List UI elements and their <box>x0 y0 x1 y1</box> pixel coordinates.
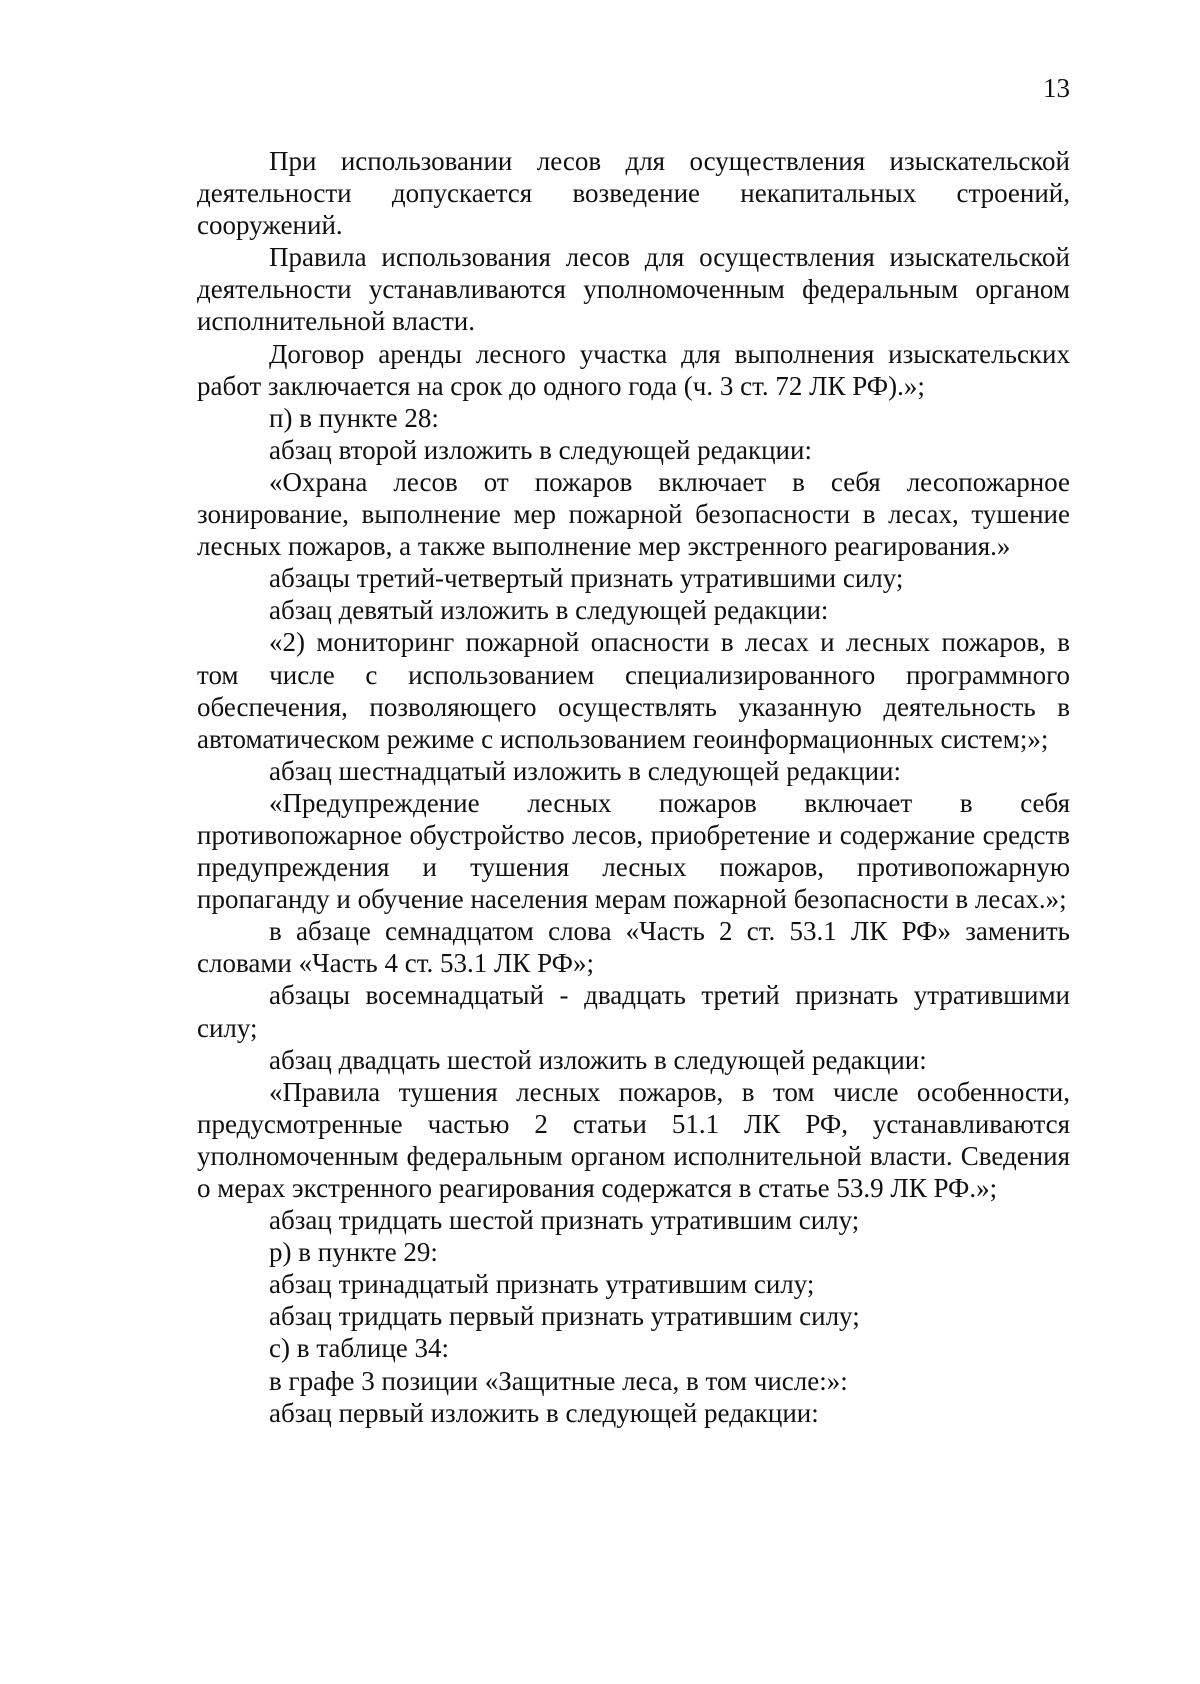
paragraph-2: Правила использования лесов для осуществления изыскательской деятельности устанавливаются уполномоченным федеральным органом исполнительной власти. <box>197 242 1070 337</box>
paragraph-1: При использовании лесов для осуществления изыскательской деятельности допускается возведение некапитальных строений, сооружений. <box>197 146 1070 241</box>
paragraph-22: абзац первый изложить в следующей редакции: <box>269 1397 819 1428</box>
paragraph-13: абзацы восемнадцатый - двадцать третий признать утратившими силу; <box>197 980 1070 1043</box>
page-number: 13 <box>1043 73 1070 103</box>
document-body <box>197 145 1070 1429</box>
paragraph-5: абзац второй изложить в следующей редакции: <box>269 434 812 465</box>
paragraph-20: с) в таблице 34: <box>269 1333 450 1364</box>
paragraph-9: «2) мониторинг пожарной опасности в лесах и лесных пожаров, в том числе с использованием специализированного программного обеспечения, позволяющего осуществлять указанную деятельность в автоматическом режиме с использованием геоинформационных систем;»; <box>197 627 1070 754</box>
paragraph-6: «Охрана лесов от пожаров включает в себя лесопожарное зонирование, выполнение мер пожарной безопасности в лесах, тушение лесных пожаров, а также выполнение мер экстренного реагирования.» <box>197 466 1070 562</box>
paragraph-14: абзац двадцать шестой изложить в следующей редакции: <box>269 1044 927 1075</box>
paragraph-15: «Правила тушения лесных пожаров, в том числе особенности, предусмотренные частью 2 статьи 51.1 ЛК РФ, устанавливаются уполномоченным федеральным органом исполнительной власти. Сведения о мерах экстренного реагирования содержатся в статье 53.9 ЛК РФ.»; <box>197 1076 1070 1203</box>
paragraph-18: абзац тринадцатый признать утратившим силу; <box>269 1269 815 1300</box>
paragraph-19: абзац тридцать первый признать утратившим силу; <box>269 1301 860 1332</box>
paragraph-12: в абзаце семнадцатом слова «Часть 2 ст. 53.1 ЛК РФ» заменить словами «Часть 4 ст. 53.1 ЛК РФ»; <box>197 916 1070 979</box>
paragraph-4: п) в пункте 28: <box>269 402 439 433</box>
paragraph-11: «Предупреждение лесных пожаров включает в себя противопожарное обустройство лесов, приобретение и содержание средств предупреждения и тушения лесных пожаров, противопожарную пропаганду и обучение населения мерам пожарной безопасности в лесах.»; <box>197 787 1070 915</box>
paragraph-17: р) в пункте 29: <box>269 1237 438 1268</box>
paragraph-7: абзацы третий-четвертый признать утратившими силу; <box>269 563 904 594</box>
paragraph-3: Договор аренды лесного участка для выполнения изыскательских работ заключается на срок до одного года (ч. 3 ст. 72 ЛК РФ).»; <box>197 338 1070 401</box>
paragraph-21: в графе 3 позиции «Защитные леса, в том числе:»: <box>269 1365 848 1396</box>
paragraph-8: абзац девятый изложить в следующей редакции: <box>269 595 829 626</box>
paragraph-10: абзац шестнадцатый изложить в следующей редакции: <box>269 755 902 786</box>
paragraph-16: абзац тридцать шестой признать утратившим силу; <box>269 1205 860 1236</box>
